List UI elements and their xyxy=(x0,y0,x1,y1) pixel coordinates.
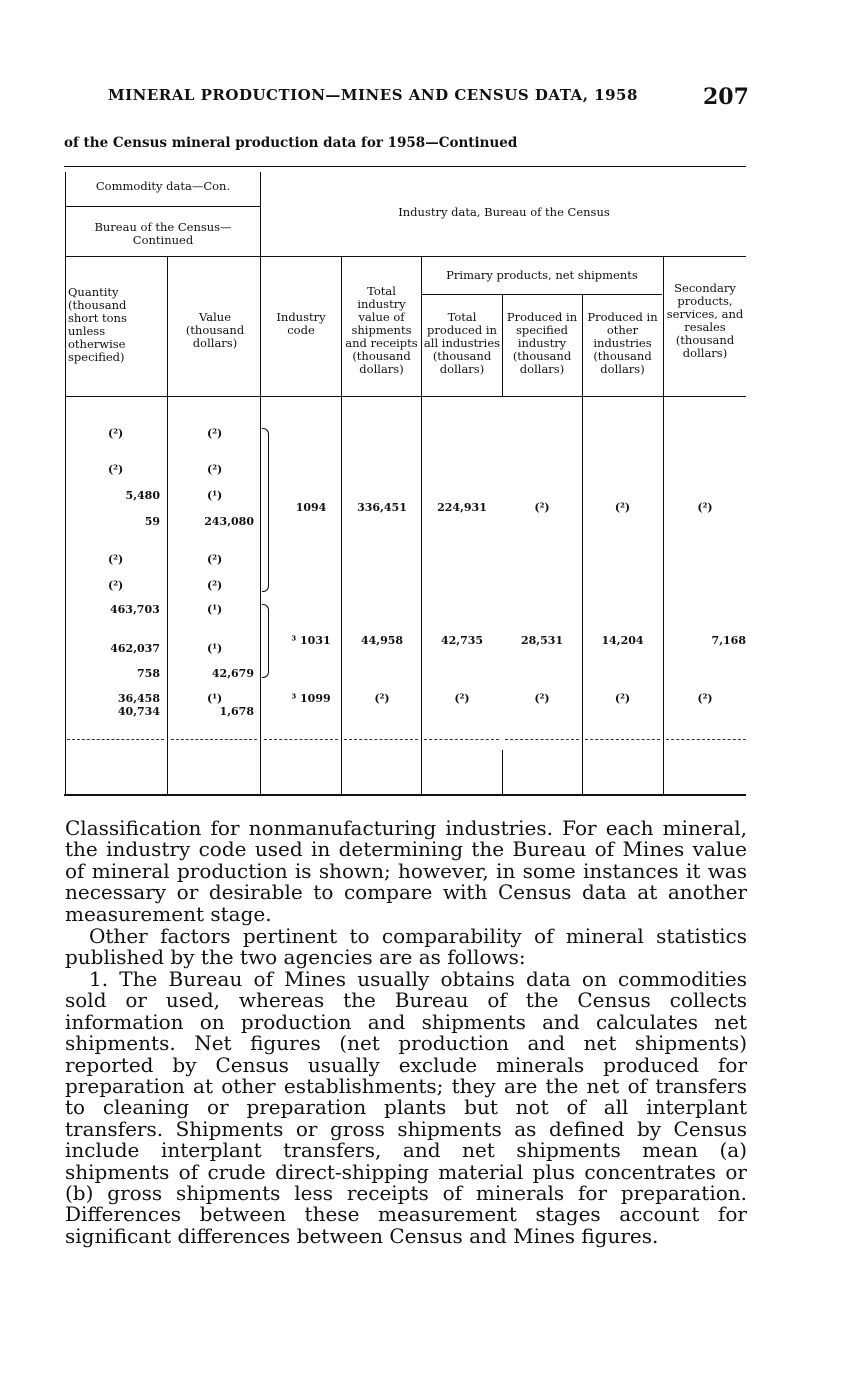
table-cell: ³ 1031 xyxy=(291,634,331,647)
table-cell: (²) xyxy=(108,427,124,440)
table-cell: (²) xyxy=(697,692,713,705)
col-quantity: Quantity (thousand short tons unless otherwise specified) xyxy=(68,285,127,364)
table-cell: (²) xyxy=(454,692,470,705)
table-cell: 1,678 xyxy=(219,705,254,718)
paragraph: Other factors pertinent to comparability of mineral statistics published by the two agencies are as follows: xyxy=(65,924,747,970)
dashed-rule xyxy=(424,739,499,740)
header-bureau-census: Bureau of the Census—Continued xyxy=(94,220,232,247)
dashed-rule xyxy=(505,739,579,740)
table-cell: (¹) xyxy=(207,692,223,705)
table-cell: 758 xyxy=(137,667,160,680)
table-cell: ³ 1099 xyxy=(291,692,331,705)
page-number: 207 xyxy=(703,84,749,110)
table-cell: (²) xyxy=(108,553,124,566)
col-total-produced: Total produced in all industries (thousand dollars) xyxy=(423,310,501,376)
table-cell: 42,679 xyxy=(211,667,254,680)
table-cell: 336,451 xyxy=(357,501,407,514)
col-industry-code: Industry code xyxy=(276,310,326,337)
table-cell: 463,703 xyxy=(110,603,160,616)
table-cell: (²) xyxy=(207,427,223,440)
table-cell: (¹) xyxy=(207,642,223,655)
paragraph: Classification for nonmanufacturing industries. For each mineral, the industry code used in determining the Bureau of Mines value of mineral production is shown; however, in some instances it was necessary or desirable to compare with Census data at another measurement stage. xyxy=(65,816,747,926)
table-cell: 243,080 xyxy=(204,515,254,528)
table-cell: 224,931 xyxy=(437,501,487,514)
table-cell: (²) xyxy=(614,501,631,514)
table-cell: (²) xyxy=(697,501,713,514)
running-title: MINERAL PRODUCTION—MINES AND CENSUS DATA, 1958 xyxy=(108,86,638,104)
col-produced-specified: Produced in specified industry (thousand dollars) xyxy=(506,310,578,376)
col-produced-other: Produced in other industries (thousand dollars) xyxy=(587,310,658,376)
col-total-industry-value: Total industry value of shipments and receipts (thousand dollars) xyxy=(345,284,418,376)
group-brace xyxy=(262,604,269,678)
table-cell: 14,204 xyxy=(601,634,644,647)
col-value: Value (thousand dollars) xyxy=(185,310,245,350)
table-cell: 1094 xyxy=(295,501,327,514)
table-cell: (²) xyxy=(534,692,550,705)
table-cell: 40,734 xyxy=(117,705,160,718)
col-secondary: Secondary products, services, and resales (thousand dollars) xyxy=(666,281,744,360)
header-commodity-data: Commodity data—Con. xyxy=(95,179,231,193)
dashed-rule xyxy=(171,739,257,740)
table-cell: 59 xyxy=(144,515,160,528)
table-cell: (²) xyxy=(374,692,390,705)
header-industry-data: Industry data, Bureau of the Census xyxy=(398,205,610,219)
table-cell: (²) xyxy=(108,579,124,592)
paragraph: 1. The Bureau of Mines usually obtains data on commodities sold or used, whereas the Bureau of the Census collects information on production and shipments and calculates net shipments. Net figures (net production and net shipments) reported by Census usually exclude minerals produced for preparation at other establishments; they are the net of transfers to cleaning or preparation plants but not of all interplant transfers. Shipments or gross shipments as defined by Census include interplant transfers, and net shipments mean (a) shipments of crude direct-shipping material plus concentrates or (b) gross shipments less receipts of minerals for preparation. Differences between these measurement stages account for significant differences between Census and Mines figures. xyxy=(65,967,747,1248)
dashed-rule xyxy=(264,739,338,740)
dashed-rule xyxy=(67,739,164,740)
table-cell: (²) xyxy=(108,463,124,476)
dashed-rule xyxy=(585,739,660,740)
table-cell: 36,458 xyxy=(117,692,160,705)
table-cell: (¹) xyxy=(207,603,223,616)
table-cell: 42,735 xyxy=(440,634,484,647)
dashed-rule xyxy=(666,739,746,740)
table-cell: 462,037 xyxy=(110,642,160,655)
table-cell: (²) xyxy=(207,579,223,592)
table-cell: (²) xyxy=(207,463,223,476)
table-cell: 28,531 xyxy=(520,634,564,647)
group-brace xyxy=(262,428,269,592)
header-primary-products: Primary products, net shipments xyxy=(446,268,638,282)
table-cell: 5,480 xyxy=(125,489,160,502)
table-cell: 7,168 xyxy=(711,634,746,647)
table-cell: (²) xyxy=(614,692,631,705)
table-cell: (¹) xyxy=(207,489,223,502)
table-cell: (²) xyxy=(207,553,223,566)
table-cell: (²) xyxy=(534,501,550,514)
table-caption: of the Census mineral production data for 1958—Continued xyxy=(64,135,518,151)
table-cell: 44,958 xyxy=(360,634,404,647)
dashed-rule xyxy=(344,739,418,740)
